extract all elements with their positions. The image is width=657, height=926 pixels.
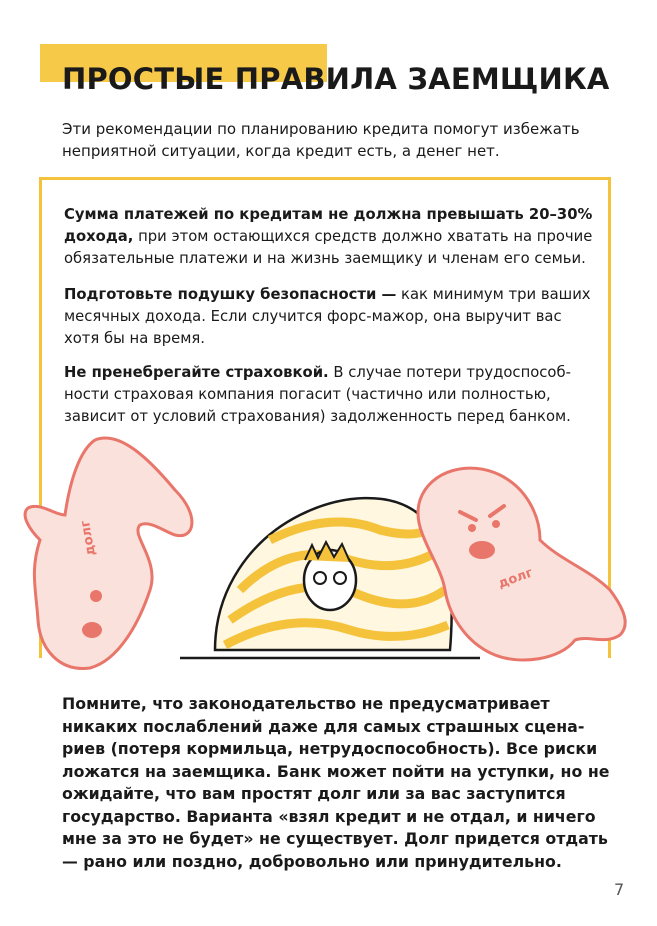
rule-1 (64, 204, 594, 270)
rule-3-text: В случае потери трудоспособ-ности страховая компания погасит (частично или полностью, зависит от условий страхования) задолженность перед банком. (64, 364, 571, 425)
rule-1-text: при этом остающихся средств должно хватать на прочие обязательные платежи и на жизнь заемщику и членам его семьи. (64, 228, 593, 267)
rule-2-text: как минимум три ваших месячных дохода. Если случится форс-мажор, она выручит вас хотя бы на время. (64, 286, 591, 347)
rule-1-bold: Сумма платежей по кредитам не должна превышать 20–30% дохода, (64, 206, 593, 245)
rule-2-bold: Подготовьте подушку безопасности — (64, 286, 397, 303)
summary-text: Помните, что законодательство не предусматривает никаких послаблений даже для самых страшных сцена-риев (потеря кормильца, нетрудоспособность). Все риски ложатся на заемщика. Банк может пойти на уступки, но не ожидайте, что вам простят долг или за вас заступится государство. Варианта «взял кредит и не отдал, и ничего мне за это не будет» не существует. Долг придется отдать — рано или поздно, добровольно или принудительно. (62, 694, 610, 871)
left-ghost-label: долг (77, 519, 99, 557)
debt-ghosts-illustration (0, 420, 657, 690)
page-number: 7 (614, 880, 625, 899)
rule-3 (64, 362, 594, 428)
page-title: ПРОСТЫЕ ПРАВИЛА ЗАЕМЩИКА (62, 62, 610, 96)
left-ghost-icon (25, 438, 192, 668)
intro-text: Эти рекомендации по планированию кредита помогут избежать неприятной ситуации, когда кредит есть, а денег нет. (62, 120, 580, 160)
rule-3-bold: Не пренебрегайте страховкой. (64, 364, 329, 381)
right-ghost-label: долг (496, 565, 535, 592)
rule-2 (64, 284, 594, 350)
